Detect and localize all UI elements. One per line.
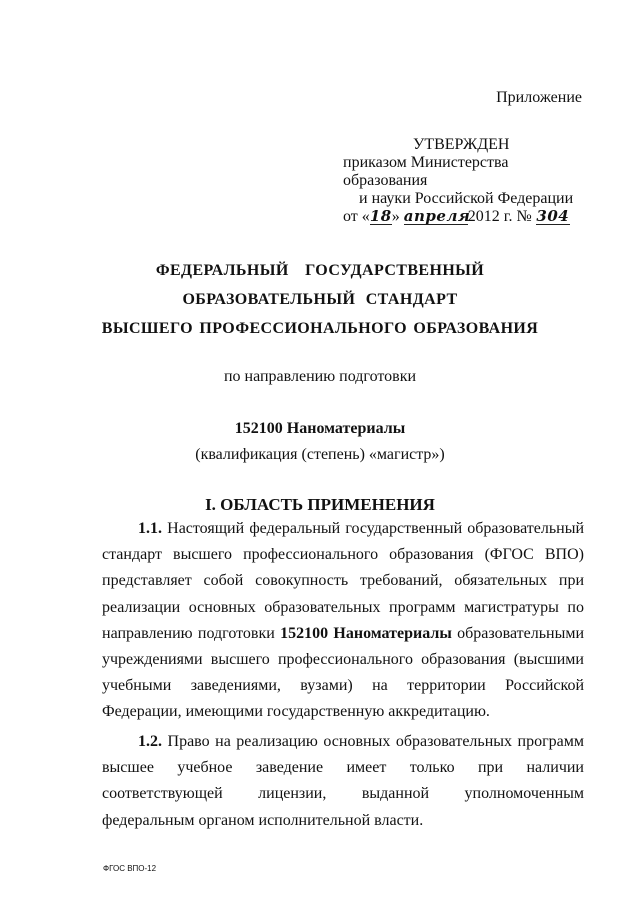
approval-date-line	[343, 208, 593, 226]
date-sep: »	[391, 208, 400, 225]
approved-title: УТВЕРЖДЕН	[413, 136, 510, 153]
paragraph-1-2-number: 1.2.	[138, 733, 162, 750]
paragraph-1-1-number: 1.1.	[138, 520, 162, 537]
date-day: 18	[369, 207, 392, 225]
paragraph-1-1-specialty: 152100 Наноматериалы	[280, 624, 452, 642]
paragraph-1-2-text: Право на реализацию основных образовательных программ высшее учебное заведение имеет только при наличии соответствующей лицензии, выданной уполномоченным федеральным органом исполнительной власти.	[102, 733, 584, 829]
qualification: (квалификация (степень) «магистр»)	[195, 446, 445, 463]
specialty-title: 152100 Наноматериалы	[234, 420, 406, 437]
paragraph-1-2	[102, 729, 584, 834]
section-heading: I. ОБЛАСТЬ ПРИМЕНЕНИЯ	[205, 495, 435, 514]
approved-line-1: приказом Министерства образования	[343, 154, 509, 189]
direction-label: по направлению подготовки	[223, 368, 417, 385]
paragraph-1-1-text-a: Настоящий федеральный государственный образовательный стандарт высшего профессионального образования (ФГОС ВПО) представляет собой совокупность требований, обязательных при реализации основных образовательных программ магистратуры по направлению подготовки	[102, 520, 585, 642]
approved-line-2: и науки Российской Федерации	[359, 190, 574, 207]
doc-title-line-3: ВЫСШЕГО ПРОФЕССИОНАЛЬНОГО ОБРАЗОВАНИЯ	[101, 320, 539, 337]
appendix-label: Приложение	[496, 89, 582, 106]
date-month: апреля	[403, 207, 471, 225]
paragraph-1-1	[102, 516, 584, 726]
order-number: 304	[536, 207, 570, 225]
date-year: 2012 г. №	[467, 208, 532, 225]
doc-title-line-2: ОБРАЗОВАТЕЛЬНЫЙ СТАНДАРТ	[182, 291, 458, 308]
footer-code: ФГОС ВПО-12	[103, 864, 157, 873]
approval-block	[343, 136, 593, 226]
date-prefix: от «	[343, 208, 370, 225]
paragraph-1-1-text-b: образовательными учреждениями высшего профессионального образования (высшими учебными заведениями, вузами) на территории Российской Федерации, имеющими государственную аккредитацию.	[102, 624, 585, 721]
doc-title-line-1: ФЕДЕРАЛЬНЫЙ ГОСУДАРСТВЕННЫЙ	[155, 262, 485, 279]
